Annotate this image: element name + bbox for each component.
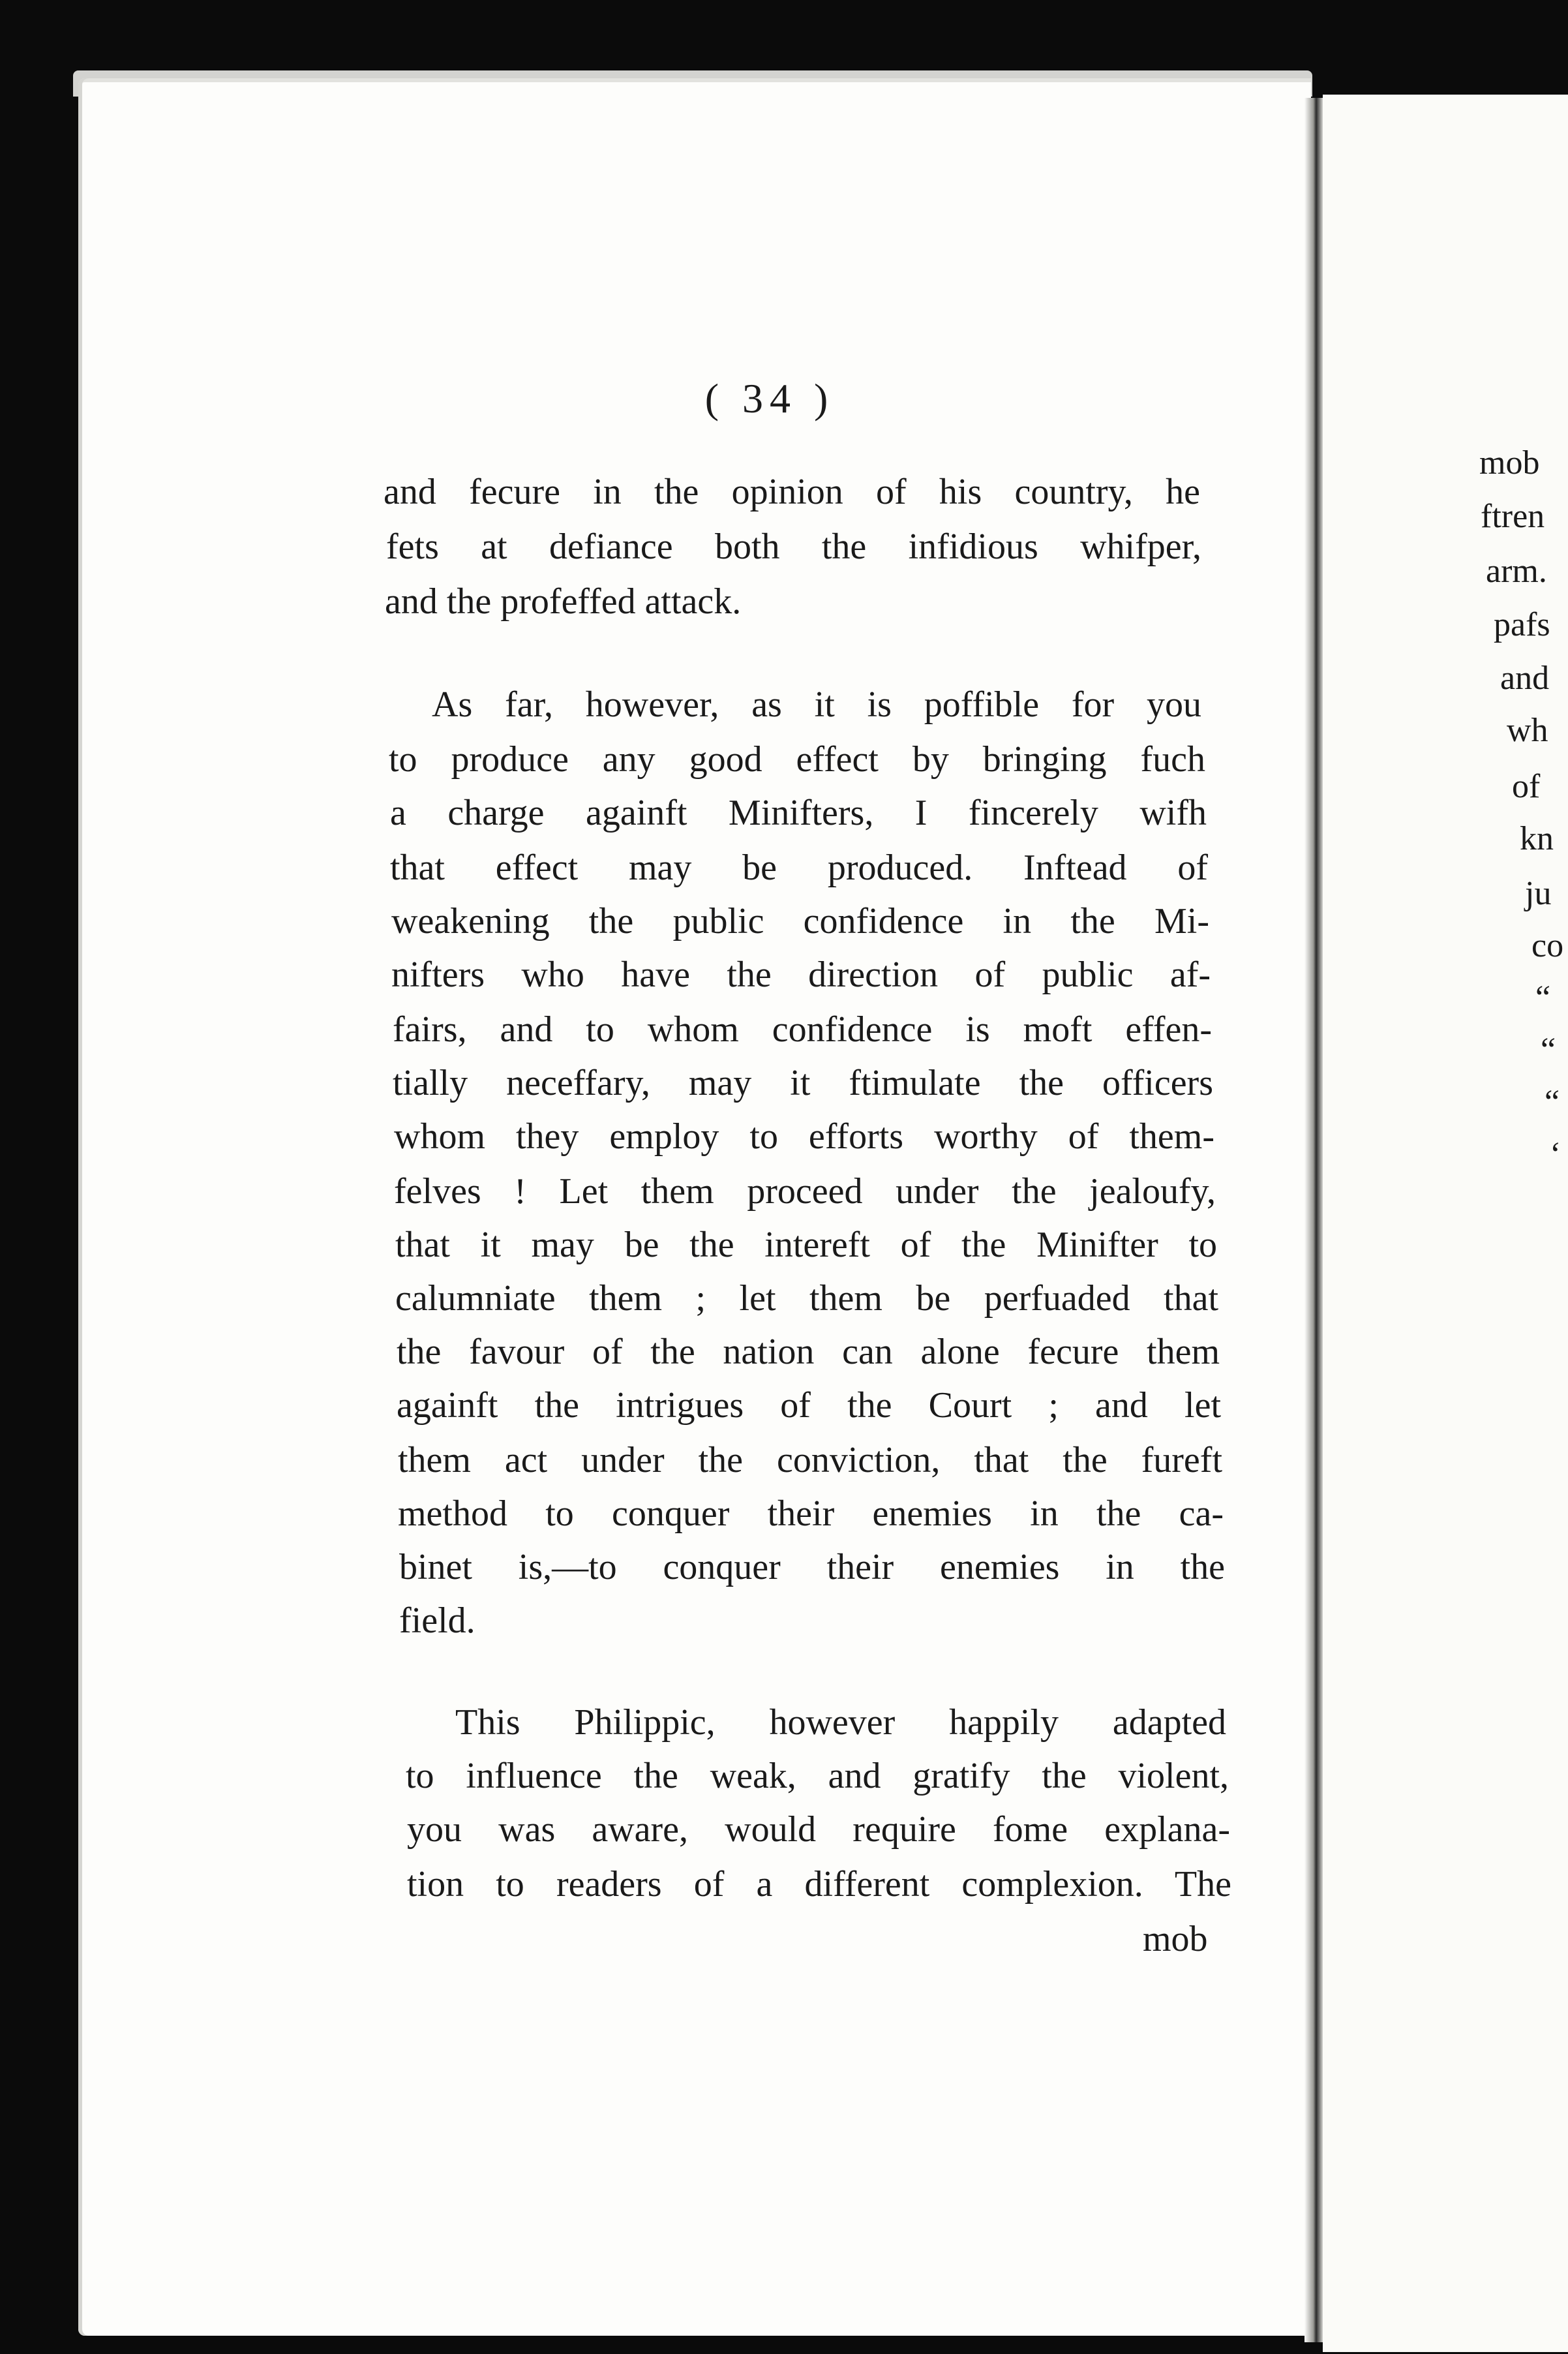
text-line: them act under the conviction, that the fureft	[398, 1440, 1222, 1480]
text-line: field.	[399, 1600, 475, 1641]
facing-page-fragment: mob	[1479, 444, 1540, 482]
text-line: calumniate them ; let them be perfuaded that	[395, 1278, 1218, 1319]
text-line: the favour of the nation can alone fecure them	[397, 1332, 1220, 1372]
text-line: method to conquer their enemies in the ca-	[398, 1493, 1224, 1534]
facing-page-fragment: arm.	[1486, 553, 1547, 590]
facing-page-fragment: pafs	[1494, 606, 1550, 643]
facing-page-fragment: “	[1545, 1084, 1560, 1121]
book-gutter	[1304, 98, 1324, 2342]
text-line: This Philippic, however happily adapted	[455, 1702, 1226, 1743]
text-line: felves ! Let them proceed under the jealoufy,	[394, 1171, 1216, 1212]
text-line: a charge againft Minifters, I fincerely wifh	[390, 793, 1207, 833]
text-line: to influence the weak, and gratify the violent,	[406, 1756, 1229, 1796]
text-line: fairs, and to whom confidence is moft effen-	[393, 1009, 1212, 1050]
facing-page-fragment: kn	[1520, 820, 1554, 857]
facing-page-fragment: co	[1531, 927, 1564, 964]
text-line: tially neceffary, may it ftimulate the officers	[393, 1063, 1213, 1103]
text-line: fets at defiance both the infidious whifper,	[386, 527, 1201, 567]
text-line: nifters who have the direction of public af-	[391, 955, 1211, 995]
facing-page-fragment: and	[1500, 660, 1550, 697]
facing-page-fragment: “	[1541, 1032, 1556, 1069]
text-line: whom they employ to efforts worthy of them-	[394, 1116, 1214, 1157]
facing-page-fragment: ‘	[1550, 1136, 1561, 1173]
text-line: you was aware, would require fome explana-	[407, 1809, 1230, 1850]
text-line: that it may be the intereft of the Minifter to	[395, 1225, 1217, 1265]
right-page	[1323, 95, 1568, 2352]
text-line: and the profeffed attack.	[385, 581, 742, 622]
facing-page-fragment: “	[1535, 979, 1551, 1016]
text-line: and fecure in the opinion of his country, he	[384, 472, 1200, 512]
facing-page-fragment: of	[1512, 768, 1541, 805]
facing-page-fragment: wh	[1507, 712, 1548, 749]
text-line: weakening the public confidence in the Mi-	[391, 901, 1209, 941]
page-number: ( 34 )	[704, 375, 835, 421]
facing-page-fragment: ftren	[1481, 498, 1545, 535]
facing-page-fragment: ju	[1525, 875, 1552, 912]
catchword: mob	[1143, 1919, 1208, 1959]
text-line: binet is,—to conquer their enemies in the	[399, 1547, 1225, 1587]
text-line: againft the intrigues of the Court ; and let	[397, 1385, 1221, 1426]
text-line: that effect may be produced. Inftead of	[390, 848, 1208, 888]
text-line: As far, however, as it is poffible for you	[432, 684, 1201, 725]
text-line: to produce any good effect by bringing fuch	[389, 739, 1205, 780]
text-line: tion to readers of a different complexion. The	[407, 1864, 1231, 1904]
